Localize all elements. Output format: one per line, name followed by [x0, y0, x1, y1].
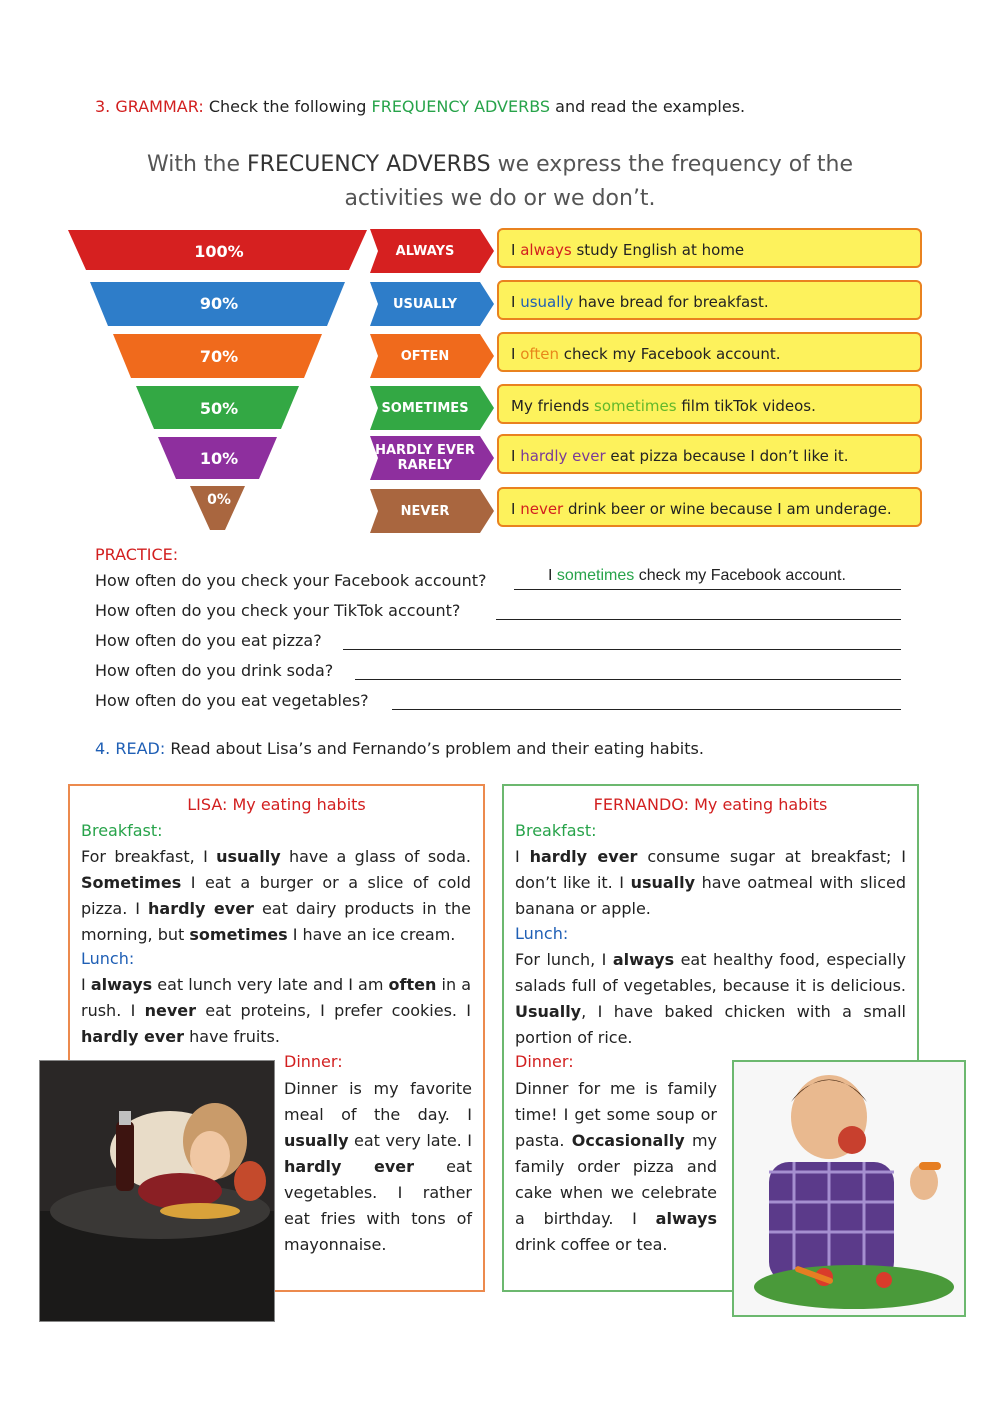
lisa-title: LISA: My eating habits [187, 795, 366, 814]
grammar-text2: and read the examples. [555, 97, 746, 116]
answer-line-1[interactable] [514, 589, 901, 590]
example-often [497, 332, 922, 372]
example-text: I [511, 447, 521, 465]
fernando-title: FERNANDO: My eating habits [593, 795, 828, 814]
example-text: My friends [511, 397, 595, 415]
percent-10: 10% [199, 449, 239, 468]
frequency-pyramid [65, 228, 370, 533]
percent-50: 50% [199, 399, 239, 418]
adverb-never [370, 489, 494, 533]
intro-term: FRECUENCY ADVERBS [247, 152, 491, 177]
lisa-lunch-label: Lunch: [81, 949, 135, 968]
adverb-often-label: OFTEN [400, 348, 450, 364]
adverb-usually-label: USUALLY [392, 296, 458, 312]
grammar-highlight: FREQUENCY ADVERBS [371, 97, 551, 116]
example-text: check my Facebook account. [559, 345, 781, 363]
fernando-dinner-text: Dinner for me is family time! I get some soup or pasta. Occasionally my family order pizza and cake when we celebrate a birthday. I always drink coffee or tea. [515, 1079, 718, 1254]
read-label: 4. READ: [95, 739, 166, 758]
example-sometimes [497, 384, 922, 424]
percent-0: 0% [207, 492, 231, 508]
read-instruction [95, 739, 704, 758]
fernando-lunch-label: Lunch: [515, 924, 569, 943]
adverb-often [370, 334, 494, 378]
fernando-eating-illustration [734, 1062, 964, 1315]
lisa-lunch-text: I always eat lunch very late and I am often in a rush. I never eat proteins, I prefer cookies. I hardly ever have fruits. [81, 975, 471, 1046]
intro-after: we express the frequency of the activities we do or we don’t. [344, 152, 854, 211]
lisa-couch-illustration [40, 1061, 274, 1321]
example-text: film tikTok videos. [676, 397, 816, 415]
fernando-breakfast-label: Breakfast: [515, 821, 597, 840]
percent-70: 70% [199, 347, 239, 366]
example-never [497, 487, 922, 527]
answer-line-4[interactable] [355, 679, 901, 680]
practice-question-1: How often do you check your Facebook account? [95, 571, 487, 590]
example-hardly-ever [497, 434, 922, 474]
example-adverb: always [520, 241, 572, 259]
percent-90: 90% [199, 294, 239, 313]
example-text: I [511, 241, 521, 259]
adverb-usually [370, 282, 494, 326]
answer-line-5[interactable] [392, 709, 901, 710]
fernando-photo [732, 1060, 966, 1317]
practice-question-5: How often do you eat vegetables? [95, 691, 369, 710]
answer-line-3[interactable] [343, 649, 901, 650]
lisa-dinner-text: Dinner is my favorite meal of the day. I usually eat very late. I hardly ever eat vegetables. I rather eat fries with tons of mayonnaise. [284, 1079, 472, 1254]
adverb-hardly-ever-label: HARDLY EVER RARELY [375, 443, 475, 473]
practice-question-2: How often do you check your TikTok account? [95, 601, 461, 620]
example-adverb: sometimes [594, 397, 677, 415]
answer-text: check my Facebook account. [634, 567, 846, 584]
adverb-never-label: NEVER [400, 503, 450, 519]
practice-question-4: How often do you drink soda? [95, 661, 334, 680]
grammar-label: 3. GRAMMAR: [95, 97, 204, 116]
adverb-always-label: ALWAYS [395, 243, 455, 259]
adverb-sometimes-label: SOMETIMES [381, 400, 469, 416]
intro-before: With the [146, 152, 241, 177]
adverb-hardly-ever [370, 436, 494, 480]
lisa-breakfast-label: Breakfast: [81, 821, 163, 840]
example-text: I [511, 345, 521, 363]
fernando-dinner-label: Dinner: [515, 1052, 574, 1071]
practice-title: PRACTICE: [95, 545, 179, 564]
answer-adverb: sometimes [556, 567, 635, 584]
example-always [497, 228, 922, 268]
example-text: I [511, 500, 521, 518]
example-text: study English at home [571, 241, 745, 259]
lisa-photo [39, 1060, 275, 1322]
fernando-lunch-text: For lunch, I always eat healthy food, especially salads full of vegetables, because it is delicious. Usually, I have baked chicken with a small portion of rice. [515, 950, 906, 1047]
answer-text: I [548, 567, 557, 584]
practice-question-3: How often do you eat pizza? [95, 631, 322, 650]
answer-line-2[interactable] [496, 619, 901, 620]
lisa-dinner-label: Dinner: [284, 1052, 343, 1071]
practice-answer-1[interactable] [548, 567, 846, 585]
example-text: I [511, 293, 521, 311]
example-text: drink beer or wine because I am underage. [563, 500, 892, 518]
adverb-sometimes [370, 386, 494, 430]
example-text: eat pizza because I don’t like it. [605, 447, 849, 465]
lisa-breakfast-text: For breakfast, I usually have a glass of soda. Sometimes I eat a burger or a slice of cold pizza. I hardly ever eat dairy products in the morning, but sometimes I have an ice cream. [81, 847, 472, 944]
grammar-instruction [95, 97, 745, 116]
intro-text [100, 148, 900, 216]
adverb-always [370, 229, 494, 273]
example-adverb: usually [520, 293, 574, 311]
example-adverb: often [520, 345, 560, 363]
percent-100: 100% [194, 242, 244, 261]
example-adverb: hardly ever [520, 447, 606, 465]
read-text: Read about Lisa’s and Fernando’s problem and their eating habits. [170, 739, 704, 758]
fernando-breakfast-text: I hardly ever consume sugar at breakfast; I don’t like it. I usually have oatmeal with sliced banana or apple. [515, 847, 907, 918]
grammar-text1: Check the following [208, 97, 367, 116]
example-usually [497, 280, 922, 320]
example-adverb: never [520, 500, 564, 518]
example-text: have bread for breakfast. [573, 293, 769, 311]
